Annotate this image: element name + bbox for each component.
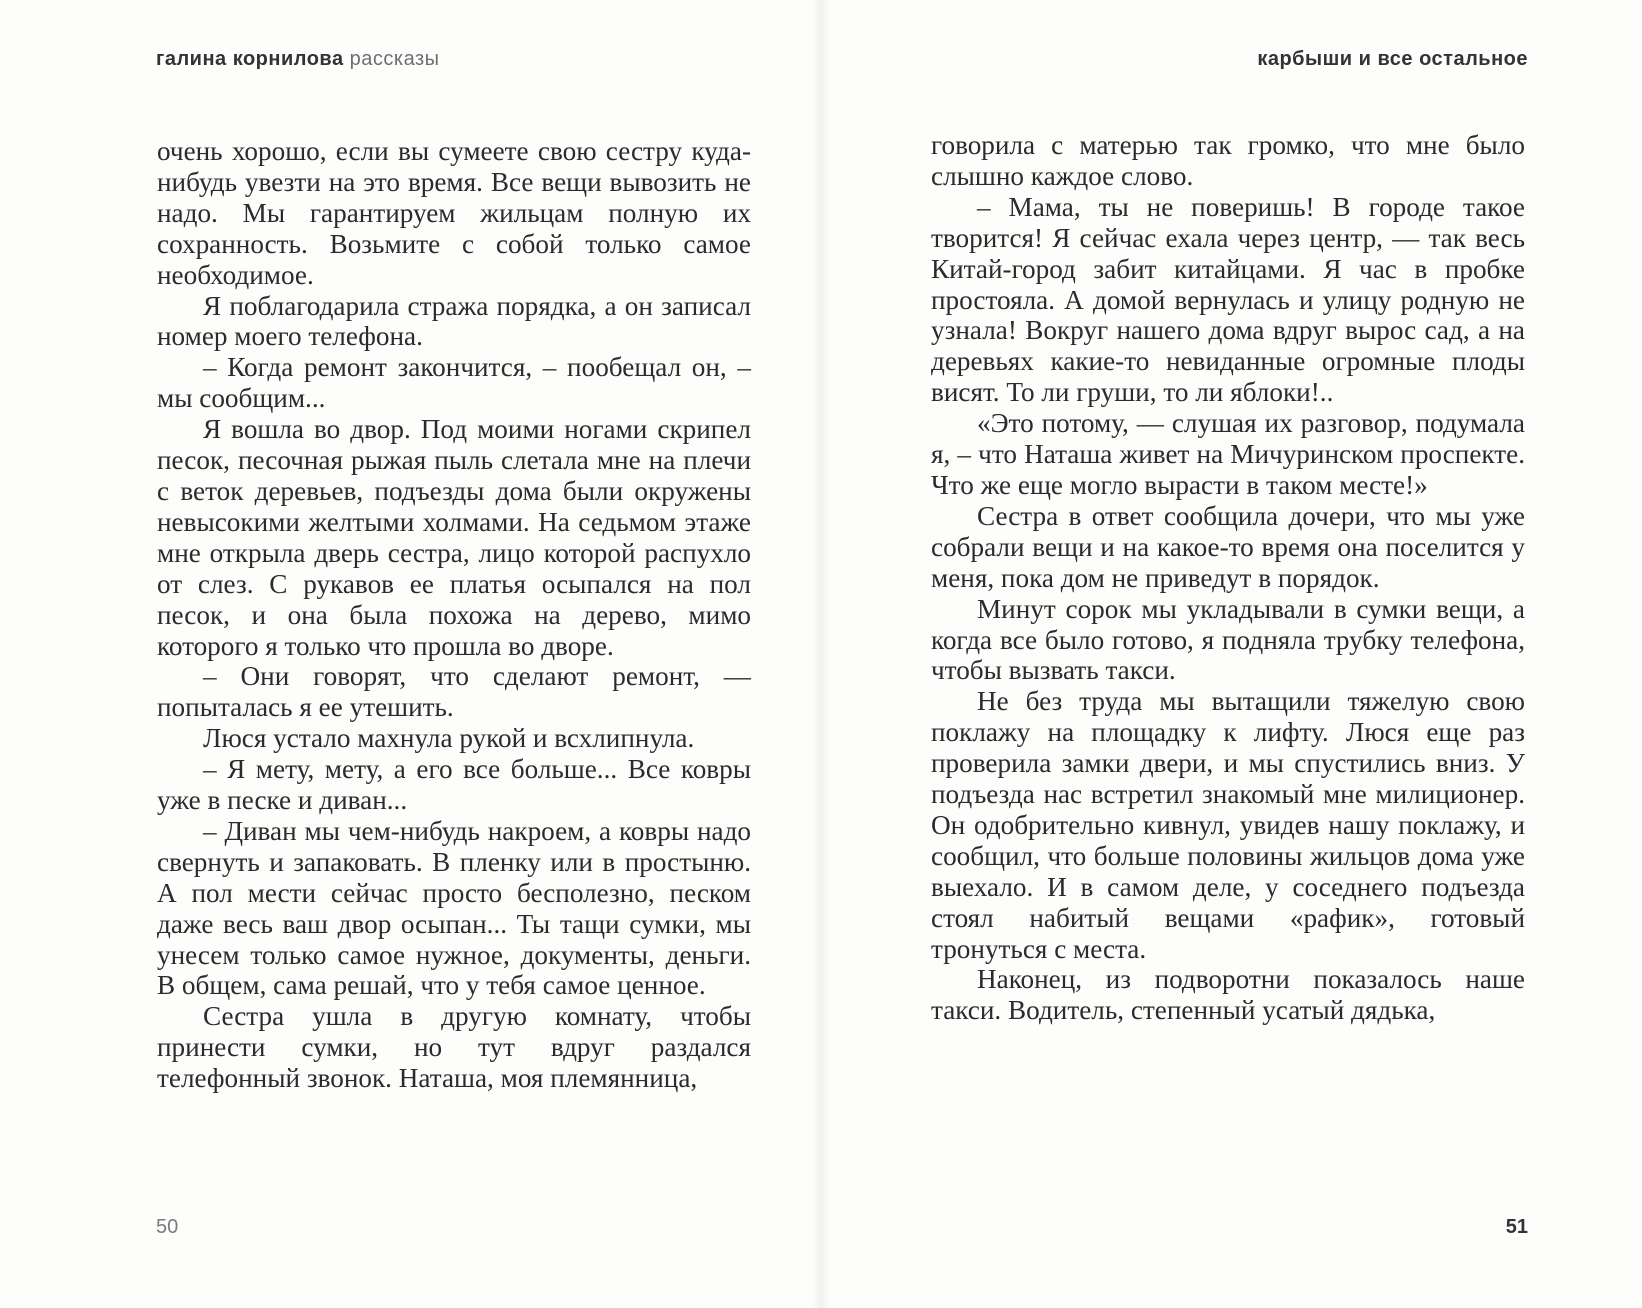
paragraph: – Я мету, мету, а его все больше... Все ковры уже в песке и диван... (157, 754, 751, 816)
section-name: рассказы (349, 48, 440, 70)
page-number: 50 (156, 1216, 179, 1238)
paragraph: Сестра ушла в другую комнату, чтобы принести сумки, но тут вдруг раздался телефонный звонок. Наташа, моя племянница, (157, 1001, 751, 1094)
paragraph: – Мама, ты не поверишь! В городе такое творится! Я сейчас ехала через центр, — так весь Китай-город забит китайцами. Я час в пробке простояла. А домой вернулась и улицу родную не узнала! Вокруг нашего дома вдруг вырос сад, а на деревьях какие-то невиданные огромные плоды висят. То ли груши, то ли яблоки!.. (931, 191, 1525, 408)
paragraph: очень хорошо, если вы сумеете свою сестру куда-нибудь увезти на это время. Все вещи вывозить не надо. Мы гарантируем жильцам полную их сохранность. Возьмите с собой только самое необходимое. (157, 136, 751, 290)
left-running-head (156, 48, 440, 71)
right-page-text (931, 130, 1525, 1026)
paragraph: «Это потому, — слушая их разговор, подумала я, – что Наташа живет на Мичуринском проспекте. Что же еще могло вырасти в таком месте!» (931, 408, 1525, 500)
paragraph: Я поблагодарила стража порядка, а он записал номер моего телефона. (157, 290, 751, 352)
story-title: карбыши и все остальное (1257, 48, 1528, 70)
paragraph: Сестра в ответ сообщила дочери, что мы уже собрали вещи и на какое-то время она поселится у меня, пока дом не приведут в порядок. (931, 500, 1525, 593)
paragraph: Не без труда мы вытащили тяжелую свою поклажу на площадку к лифту. Люся еще раз проверила замки двери, и мы спустились вниз. У подъезда нас встретил знакомый мне милиционер. Он одобрительно кивнул, увидев нашу поклажу, и сообщил, что больше половины жильцов дома уже выехало. И в самом деле, у соседнего подъезда стоял набитый вещами «рафик», готовый тронуться с места. (931, 686, 1525, 964)
paragraph: говорила с матерью так громко, что мне было слышно каждое слово. (931, 130, 1525, 191)
paragraph: Я вошла во двор. Под моими ногами скрипел песок, песочная рыжая пыль слетала мне на плечи с веток деревьев, подъезды дома были окружены невысокими желтыми холмами. На седьмом этаже мне открыла дверь сестра, лицо которой распухло от слез. С рукавов ее платья осыпался на пол песок, и она была похожа на дерево, мимо которого я только что прошла во дворе. (157, 414, 751, 661)
author-name: галина корнилова (156, 48, 344, 70)
paragraph: – Когда ремонт закончится, – пообещал он, – мы сообщим... (157, 352, 751, 414)
left-page-text (157, 136, 751, 1094)
right-page (821, 0, 1642, 1308)
page-number: 51 (1505, 1216, 1528, 1238)
paragraph: – Диван мы чем-нибудь накроем, а ковры надо свернуть и запаковать. В пленку или в простыню. А пол мести сейчас просто бесполезно, песком даже весь ваш двор осыпан... Ты тащи сумки, мы унесем только самое нужное, документы, деньги. В общем, сама решай, что у тебя самое ценное. (157, 815, 751, 1001)
paragraph: Наконец, из подворотни показалось наше такси. Водитель, степенный усатый дядька, (931, 964, 1525, 1026)
right-running-head (1257, 48, 1528, 71)
paragraph: Минут сорок мы укладывали в сумки вещи, а когда все было готово, я подняла трубку телефона, чтобы вызвать такси. (931, 593, 1525, 686)
paragraph: Люся устало махнула рукой и всхлипнула. (203, 723, 695, 754)
paragraph: – Они говорят, что сделают ремонт, — попыталась я ее утешить. (157, 661, 751, 723)
